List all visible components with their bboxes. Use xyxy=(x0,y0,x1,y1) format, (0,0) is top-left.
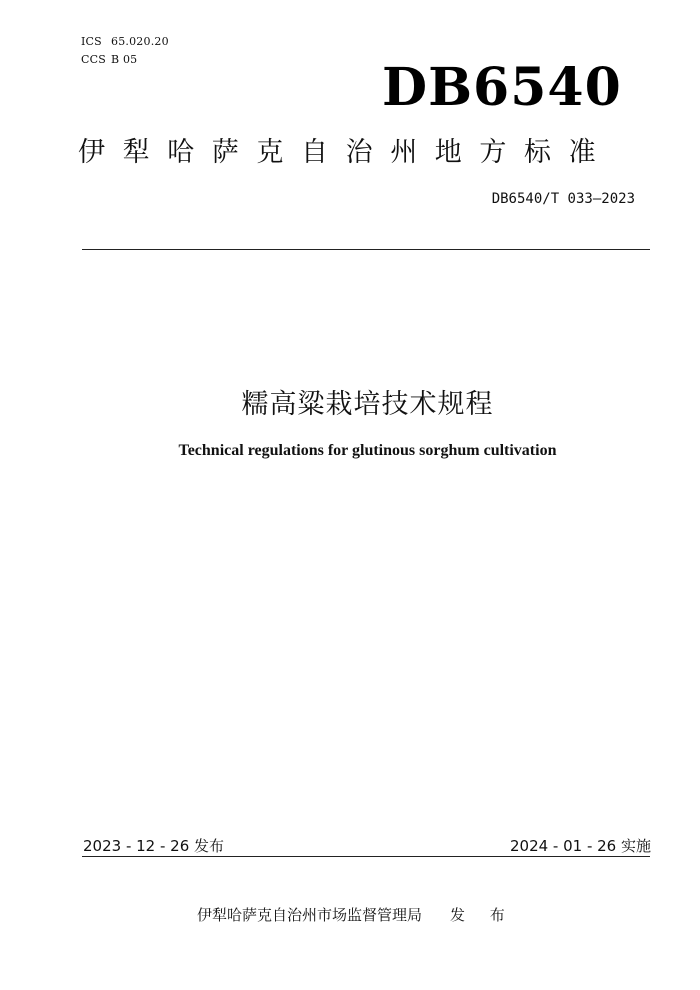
ccs-code xyxy=(81,53,137,66)
ics-code xyxy=(81,35,169,48)
ccs-value: B 05 xyxy=(111,53,138,66)
bottom-divider xyxy=(82,856,650,857)
standard-number: DB6540/T 033—2023 xyxy=(491,191,635,207)
implementation-date: 2024 - 01 - 26 实施 xyxy=(509,837,651,855)
ics-label: ICS xyxy=(81,35,102,48)
document-title-chinese: 糯高粱栽培技术规程 xyxy=(241,389,494,420)
top-divider xyxy=(82,249,650,250)
issuer-action: 发 布 xyxy=(450,906,515,924)
ics-value: 65.020.20 xyxy=(111,35,169,48)
issuing-authority xyxy=(197,904,515,925)
issuer-name: 伊犁哈萨克自治州市场监督管理局 xyxy=(197,906,423,924)
issue-date: 2023 - 12 - 26 发布 xyxy=(83,837,225,855)
ccs-label: CCS xyxy=(81,53,106,66)
standard-logo: DB6540 xyxy=(382,57,622,118)
standard-category-title: 伊犁哈萨克自治州地方标准 xyxy=(78,137,614,168)
document-title-english: Technical regulations for glutinous sorghum cultivation xyxy=(178,442,557,459)
